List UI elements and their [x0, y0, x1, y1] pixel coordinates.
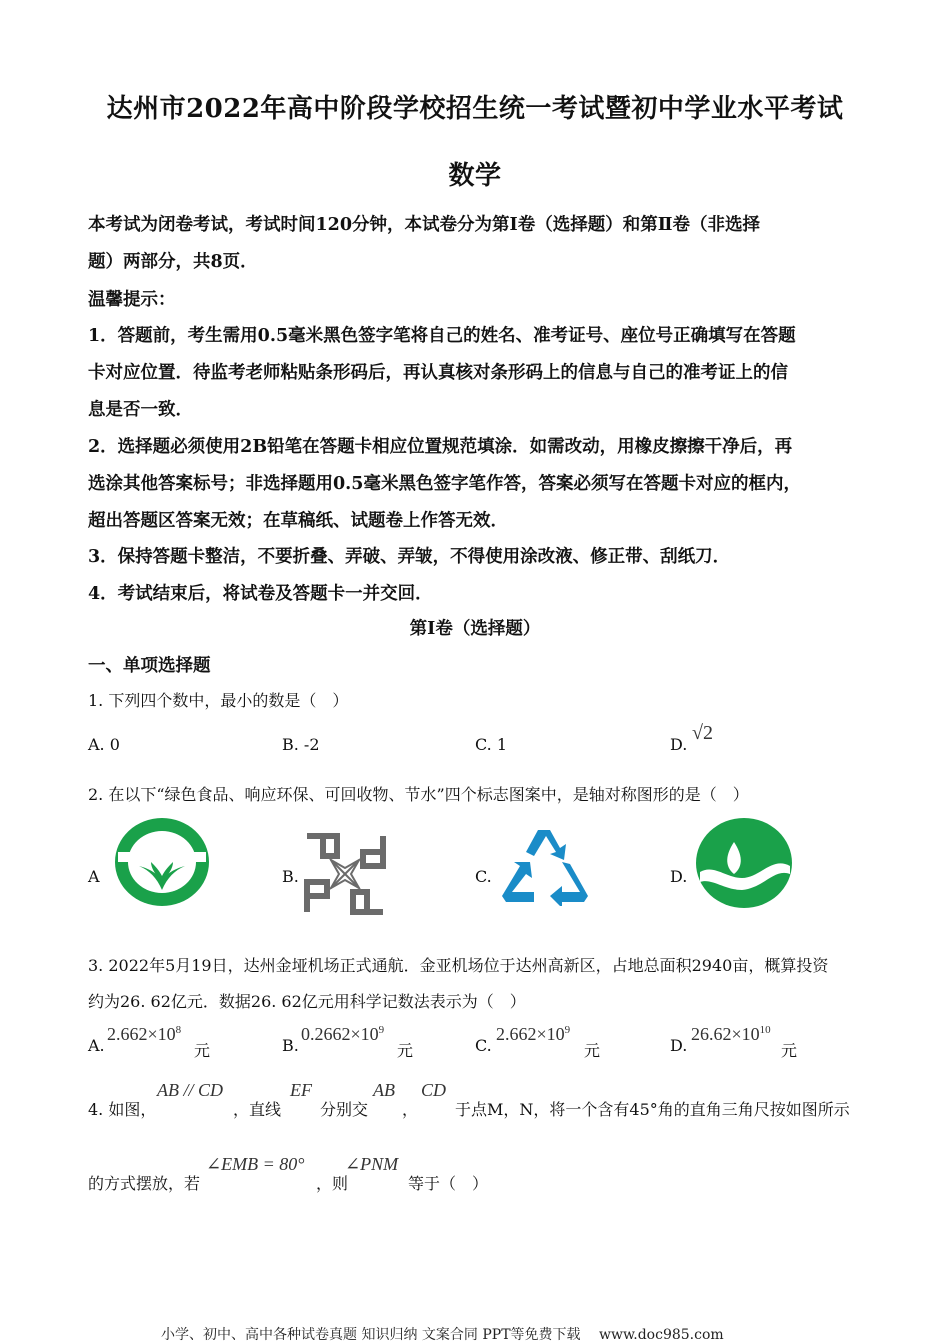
question-3-option-b-exp: 9: [378, 1024, 385, 1036]
question-3-option-a-exp: 8: [175, 1024, 182, 1036]
question-3-option-c-coef: 2.662×10: [496, 1024, 565, 1044]
question-4-text-1: 4. 如图，: [88, 1100, 157, 1119]
question-1-option-b: B. -2: [282, 735, 320, 754]
green-food-logo-icon: [113, 816, 211, 908]
tip-4: 4．考试结束后，将试卷及答题卡一并交回．: [88, 584, 433, 604]
question-1-stem: 1. 下列四个数中，最小的数是（ ）: [88, 691, 349, 710]
question-4-text-8: 等于（ ）: [408, 1174, 489, 1193]
question-3-option-b-coef: 0.2662×10: [301, 1024, 379, 1044]
question-2-option-a-label: A: [88, 867, 100, 886]
question-3-option-a-value: [107, 1024, 181, 1045]
section-heading: 一、单项选择题: [88, 656, 211, 676]
exam-title: 达州市2022年高中阶段学校招生统一考试暨初中学业水平考试: [106, 94, 844, 124]
question-1-option-c: C. 1: [475, 735, 508, 754]
question-3-option-d-exp: 10: [759, 1024, 771, 1036]
question-3-option-c-value: [496, 1024, 570, 1045]
tips-title: 温馨提示：: [88, 290, 176, 310]
question-2-option-b-label: B.: [282, 867, 299, 886]
intro-line-2: 题）两部分，共8页．: [88, 252, 258, 272]
question-3-option-c-exp: 9: [564, 1024, 571, 1036]
question-4-math-ab: AB: [373, 1080, 395, 1100]
tip-2-line-1: 2．选择题必须使用2B铅笔在答题卡相应位置规范填涂．如需改动，用橡皮擦擦干净后，再: [88, 437, 793, 457]
question-2-option-c-label: C.: [475, 867, 492, 886]
question-4-text-6: 的方式摆放，若: [88, 1174, 201, 1193]
tip-3: 3．保持答题卡整洁，不要折叠、弄破、弄皱，不得使用涂改液、修正带、刮纸刀．: [88, 547, 731, 567]
question-4-text-4: ，: [402, 1100, 419, 1119]
question-3-option-d-unit: 元: [781, 1041, 798, 1060]
question-1-option-d-label: D.: [670, 735, 688, 754]
recycle-logo-icon: [498, 826, 592, 906]
environment-arrows-logo-icon: [303, 832, 387, 916]
question-1-option-a: A. 0: [88, 735, 120, 754]
question-2-option-d-label: D.: [670, 867, 688, 886]
question-3-stem-line-1: 3. 2022年5月19日，达州金垭机场正式通航．金亚机场位于达州高新区，占地总面积2940亩，概算投资: [88, 956, 829, 975]
tip-1-line-2: 卡对应位置．待监考老师粘贴条形码后，再认真核对条形码上的信息与自己的准考证上的信: [88, 363, 788, 383]
question-4-math-angle-emb: ∠EMB = 80°: [206, 1154, 305, 1174]
question-3-option-b-unit: 元: [397, 1041, 414, 1060]
tip-2-line-2: 选涂其他答案标号；非选择题用0.5毫米黑色签字笔作答，答案必须写在答题卡对应的框内，: [88, 474, 801, 494]
water-saving-logo-icon: [694, 816, 794, 910]
tip-1-line-1: 1．答题前，考生需用0.5毫米黑色签字笔将自己的姓名、准考证号、座位号正确填写在答题: [88, 326, 796, 346]
part-title: 第Ⅰ卷（选择题）: [409, 619, 541, 639]
question-3-option-b-label: B.: [282, 1036, 299, 1055]
question-3-option-b-value: [301, 1024, 384, 1045]
question-2-stem: 2. 在以下“绿色食品、响应环保、可回收物、节水”四个标志图案中，是轴对称图形的是（ ）: [88, 785, 749, 804]
tip-2-line-3: 超出答题区答案无效；在草稿纸、试题卷上作答无效．: [88, 511, 508, 531]
intro-line-1: 本考试为闭卷考试，考试时间120分钟，本试卷分为第Ⅰ卷（选择题）和第Ⅱ卷（非选择: [88, 215, 760, 235]
question-3-option-c-label: C.: [475, 1036, 492, 1055]
question-4-text-5: 于点M，N，将一个含有45°角的直角三角尺按如图所示: [455, 1100, 850, 1119]
question-1-option-d-value: √2: [692, 722, 713, 744]
question-3-option-d-value: [691, 1024, 771, 1045]
question-3-option-d-coef: 26.62×10: [691, 1024, 760, 1044]
question-4-text-2: ，直线: [233, 1100, 282, 1119]
subject-title: 数学: [448, 161, 502, 191]
page-footer: 小学、初中、高中各种试卷真题 知识归纳 文案合同 PPT等免费下载 www.doc985.com: [161, 1327, 724, 1343]
question-4-math-ab-parallel-cd: AB // CD: [157, 1080, 223, 1100]
question-3-option-d-label: D.: [670, 1036, 688, 1055]
question-3-option-a-coef: 2.662×10: [107, 1024, 176, 1044]
question-3-option-c-unit: 元: [584, 1041, 601, 1060]
question-4-math-angle-pnm: ∠PNM: [345, 1154, 399, 1174]
tip-1-line-3: 息是否一致．: [88, 400, 193, 420]
question-3-option-a-unit: 元: [194, 1041, 211, 1060]
question-3-option-a-label: A.: [88, 1036, 105, 1055]
question-4-math-ef: EF: [290, 1080, 312, 1100]
question-3-stem-line-2: 约为26. 62亿元．数据26. 62亿元用科学记数法表示为（ ）: [88, 992, 526, 1011]
question-4-text-7: ，则: [316, 1174, 349, 1193]
question-4-text-3: 分别交: [320, 1100, 369, 1119]
question-4-math-cd: CD: [421, 1080, 447, 1100]
